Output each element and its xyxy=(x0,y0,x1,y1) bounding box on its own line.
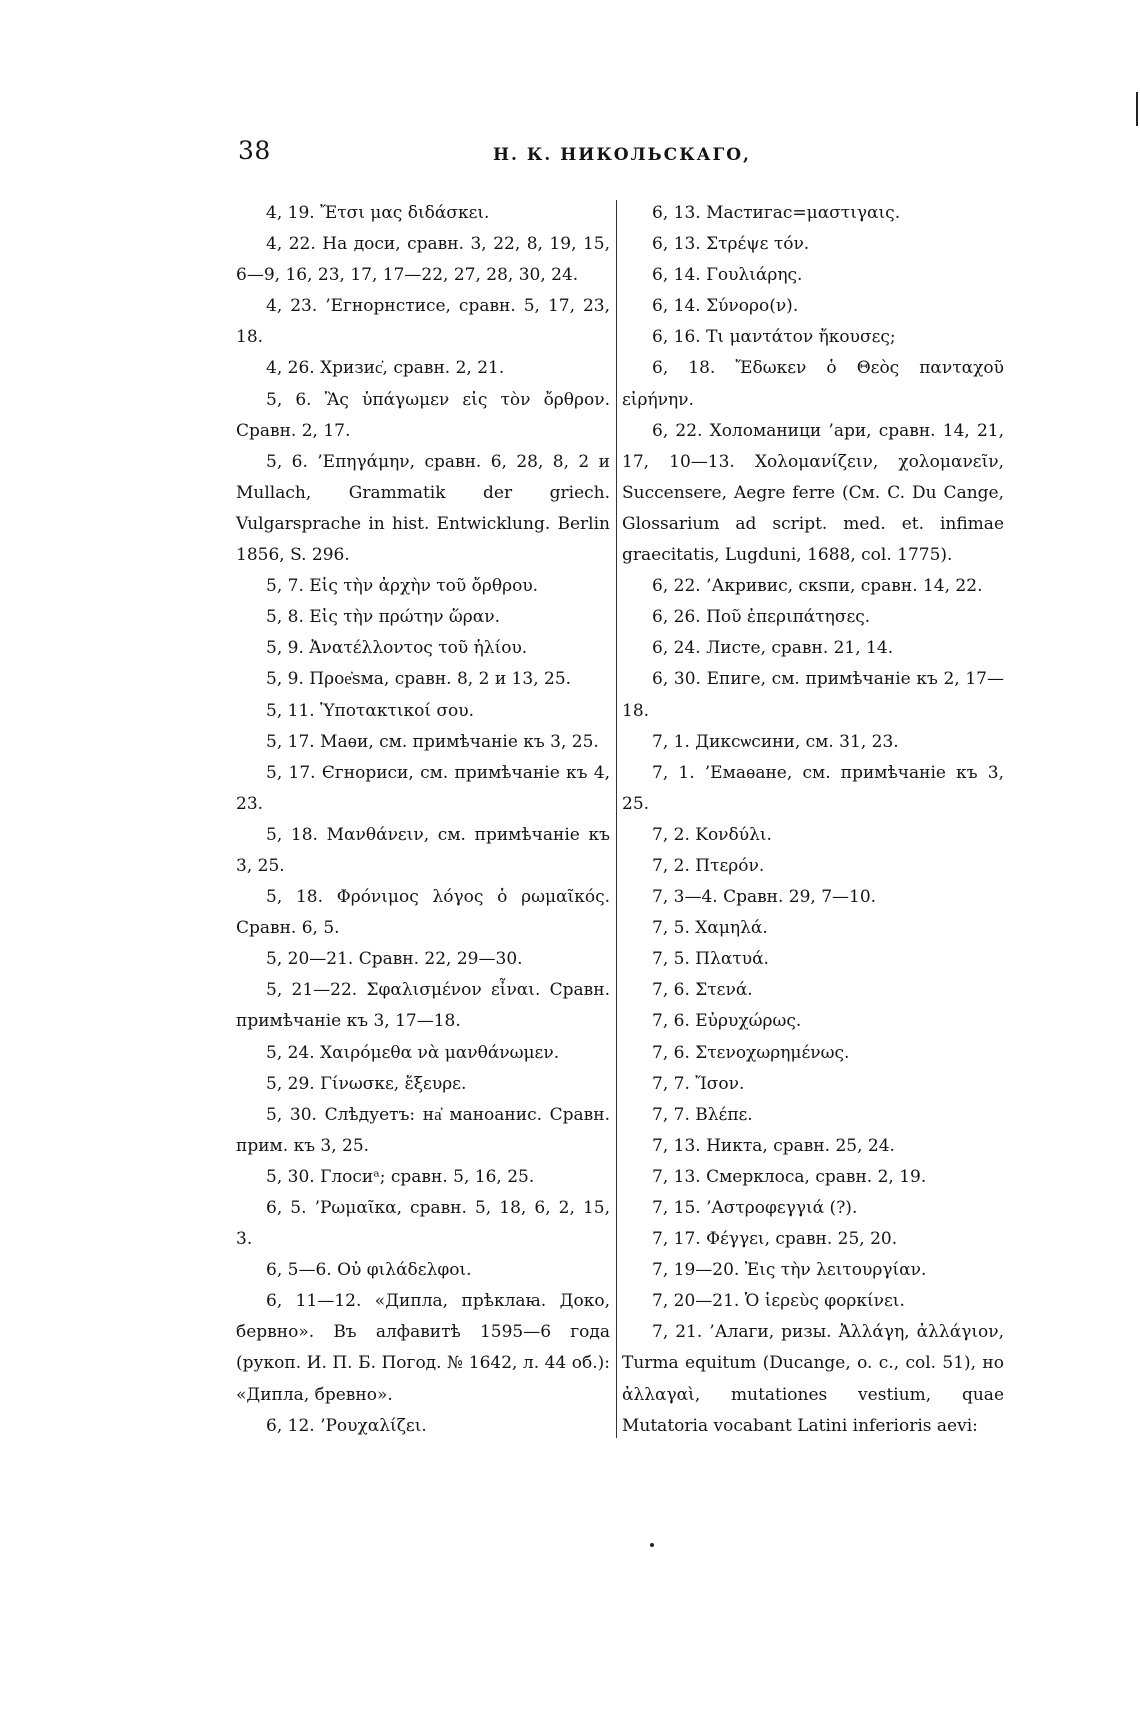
left-entry: 5, 17. Єгнориси, см. примѣчаніе къ 4, 23. xyxy=(236,762,610,814)
left-entry: 5, 9. Προе҆ѕма, сравн. 8, 2 и 13, 25. xyxy=(266,669,572,690)
right-entry: 6, 14. Σύνορο(ν). xyxy=(652,296,799,317)
left-entry: 5, 29. Γίνωσκε, ἔξευρε. xyxy=(266,1073,467,1094)
left-entry: 5, 11. Ὑποτακτικοί σου. xyxy=(266,700,475,721)
left-column xyxy=(236,198,610,1442)
right-entry: 7, 13. Никта, сравн. 25, 24. xyxy=(652,1135,895,1156)
left-entry: 5, 30. Слѣдуетъ: на҆ маноанис. Сравн. прим. къ 3, 25. xyxy=(236,1104,610,1156)
right-entry: 7, 2. Πτερόν. xyxy=(652,855,765,876)
right-entry: 6, 16. Τι μαντάτον ἤκουσες; xyxy=(652,327,896,348)
right-entry: 6, 26. Ποῦ ἐπεριπάτησες. xyxy=(652,607,871,628)
right-entry: 6, 13. Мастигас=μαστιγαις. xyxy=(652,203,901,223)
left-entry: 4, 22. На доси, сравн. 3, 22, 8, 19, 15, 6—9, 16, 23, 17, 17—22, 27, 28, 30, 24. xyxy=(236,234,610,286)
right-entry: 7, 1. ’Емаѳане, см. примѣчаніе къ 3, 25. xyxy=(622,762,1004,814)
right-entry: 7, 6. Εὐρυχώρως. xyxy=(652,1011,802,1032)
right-entry: 6, 13. Στρέψε τόν. xyxy=(652,234,810,255)
left-entry: 5, 6. ’Επηγάμην, сравн. 6, 28, 8, 2 и Mullach, Grammatik der griech. Vulgarsprache in hist. Entwicklung. Berlin 1856, S. 296. xyxy=(236,451,610,566)
right-entry: 7, 1. Диксѡсини, см. 31, 23. xyxy=(652,731,899,752)
right-column xyxy=(622,198,1004,1442)
right-entry: 7, 6. Στενοχωρημένως. xyxy=(652,1042,850,1063)
right-entry: 7, 7. Βλέπε. xyxy=(652,1104,753,1125)
left-entry: 5, 7. Εἰς τὴν ἀρχὴν τοῦ ὄρθρου. xyxy=(266,576,539,597)
left-entry: 5, 24. Χαιρόμεθα νὰ μανθάνωμεν. xyxy=(266,1042,560,1063)
stray-ink-dot xyxy=(650,1543,654,1547)
left-entry: 5, 9. Ἀνατέλλοντος τοῦ ἡλίου. xyxy=(266,638,528,659)
page-edge-mark xyxy=(1136,92,1138,126)
right-entry: 7, 13. Смерклоса, сравн. 2, 19. xyxy=(652,1166,927,1187)
left-entry: 5, 17. Маѳи, см. примѣчаніе къ 3, 25. xyxy=(266,731,599,752)
right-entry: 7, 2. Κονδύλι. xyxy=(652,824,772,845)
left-entry: 5, 21—22. Σφαλισμένον εἶναι. Сравн. примѣчаніе къ 3, 17—18. xyxy=(236,980,610,1032)
right-entry: 6, 22. Холоманици ’ари, сравн. 14, 21, 17, 10—13. Χολομανίζειν, χολομανεῖν, Succensere, Aegre ferre (См. C. Du Cange, Glossarium ad script. med. et. infimae graecitatis, Lugduni, 1688, col. 1775). xyxy=(622,420,1004,566)
right-entry: 7, 6. Στενά. xyxy=(652,980,753,1001)
left-entry: 5, 6. Ἂς ὑπάγωμεν εἰς τὸν ὄρθρον. Сравн. 2, 17. xyxy=(236,389,610,441)
page-number: 38 xyxy=(238,136,271,165)
left-entry: 4, 23. ’Егнорнстисе, сравн. 5, 17, 23, 18. xyxy=(236,296,610,348)
left-entry: 6, 11—12. «Дипла, прѣклаꙗ. Доко, бервно». Въ алфавитѣ 1595—6 года (рукоп. И. П. Б. Погод. № 1642, л. 44 об.): «Дипла, бревно». xyxy=(236,1291,610,1405)
left-entry: 5, 30. Глосиᵃ; сравн. 5, 16, 25. xyxy=(266,1166,535,1187)
left-entry: 6, 12. ’Ρουχαλίζει. xyxy=(266,1415,427,1436)
running-title: Н. К. НИКОЛЬСКАГО, xyxy=(493,145,751,165)
right-entry: 6, 24. Листе, сравн. 21, 14. xyxy=(652,638,894,659)
right-entry: 7, 20—21. Ὁ ἱερεὺς φορκίνει. xyxy=(652,1291,905,1312)
left-entry: 6, 5. ’Ρωμαῖκα, сравн. 5, 18, 6, 2, 15, 3. xyxy=(236,1198,610,1250)
left-entry: 4, 19. Ἔτσι μας διδάσκει. xyxy=(266,203,490,223)
right-entry: 7, 19—20. Ἐις τὴν λειτουργίαν. xyxy=(652,1260,927,1281)
right-entry: 7, 17. Φέγγει, сравн. 25, 20. xyxy=(652,1229,898,1250)
left-entry: 5, 18. Φρόνιμος λόγος ὁ ρωμαῖκός. Сравн. 6, 5. xyxy=(236,887,610,939)
right-entry: 7, 5. Πλατυά. xyxy=(652,949,769,970)
right-entry: 6, 22. ’Акривис, скѕпи, сравн. 14, 22. xyxy=(652,576,983,597)
left-entry: 5, 18. Μανθάνειν, см. примѣчаніе къ 3, 25. xyxy=(236,824,610,876)
right-entry: 6, 30. Епиге, см. примѣчаніе къ 2, 17—18. xyxy=(622,669,1004,721)
right-entry: 7, 7. Ἴσον. xyxy=(652,1073,745,1094)
right-entry: 6, 14. Γουλιάρης. xyxy=(652,265,803,286)
left-entry: 5, 20—21. Сравн. 22, 29—30. xyxy=(266,949,523,970)
left-entry: 4, 26. Хризис҆, сравн. 2, 21. xyxy=(266,358,505,379)
left-entry: 5, 8. Εἰς τὴν πρώτην ὥραν. xyxy=(266,607,501,628)
column-divider xyxy=(616,200,617,1438)
right-entry: 7, 15. ’Αστροφεγγιά (?). xyxy=(652,1198,858,1218)
left-entry: 6, 5—6. Οὐ φιλάδελφοι. xyxy=(266,1260,472,1281)
right-entry: 7, 3—4. Сравн. 29, 7—10. xyxy=(652,887,877,908)
right-entry: 7, 21. ’Алаги, ризы. Ἀλλάγη, ἀλλάγιον, Turma equitum (Ducange, o. c., col. 51), но ἀλλαγαὶ, mutationes vestium, quae Mutatoria vocabant Latini inferioris aevi: xyxy=(622,1322,1004,1436)
right-entry: 6, 18. Ἔδωκεν ὁ Θεὸς πανταχοῦ εἰρήνην. xyxy=(622,358,1004,410)
right-entry: 7, 5. Χαμηλά. xyxy=(652,918,768,939)
